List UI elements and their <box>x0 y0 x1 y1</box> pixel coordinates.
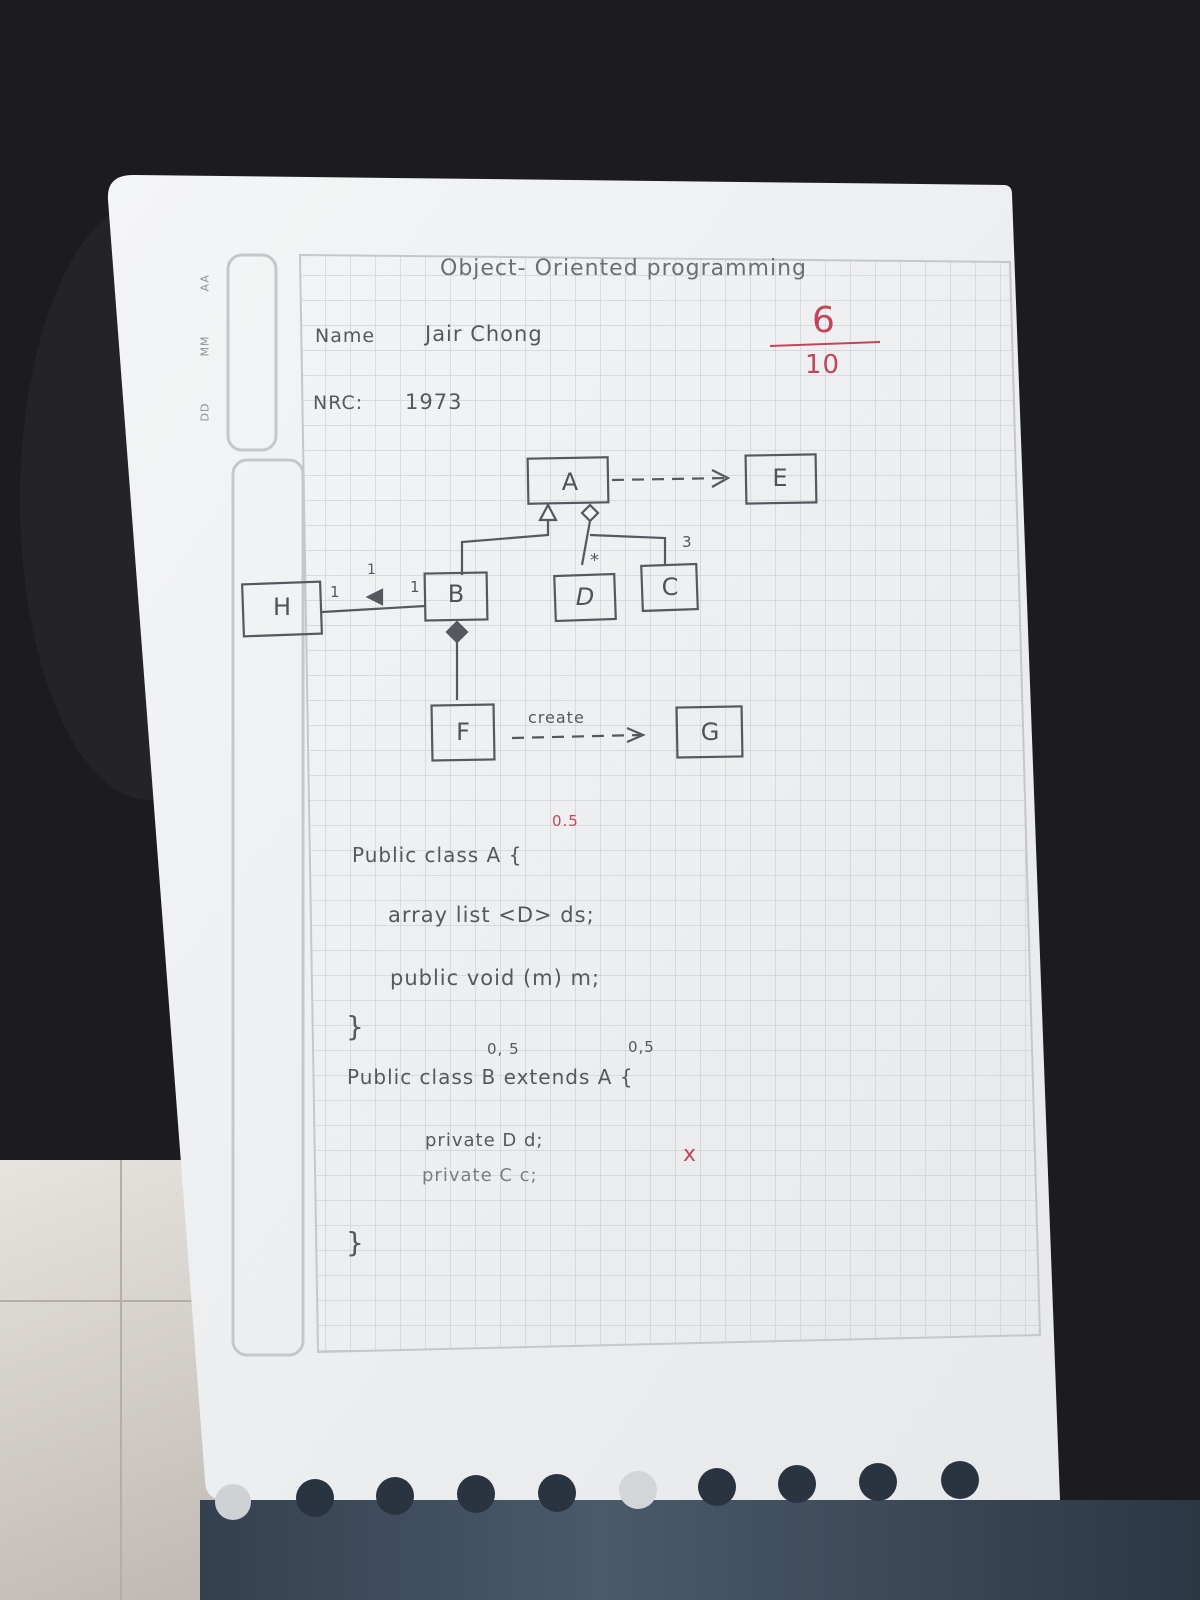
mult-above-arrow: 1 <box>367 562 377 578</box>
mult-h-side: 1 <box>330 583 341 601</box>
label-c: C <box>661 573 679 601</box>
mark-m3: 0,5 <box>628 1038 655 1056</box>
margin-mark-dd: DD <box>198 402 212 422</box>
margin-mark-aa: AA <box>198 274 212 292</box>
mark-m1: 0.5 <box>552 812 579 830</box>
code-line-5: private D d; <box>425 1130 544 1151</box>
grade-score: 6 <box>812 300 836 341</box>
code-line-4: Public class B extends A { <box>347 1065 634 1089</box>
name-value: Jair Chong <box>425 322 543 346</box>
grade-total: 10 <box>805 350 841 380</box>
label-b: B <box>447 580 465 608</box>
stereotype-create: create <box>528 708 585 727</box>
course-title: Object- Oriented programming <box>440 256 808 281</box>
mult-c-count: 3 <box>682 533 693 551</box>
label-e: E <box>772 464 788 492</box>
label-g: G <box>700 718 720 746</box>
name-label: Name <box>315 325 376 347</box>
code-line-6: private C c; <box>422 1165 538 1186</box>
nrc-label: NRC: <box>313 392 364 414</box>
code-line-2: array list <D> ds; <box>388 903 595 927</box>
label-f: F <box>456 718 470 746</box>
label-d: D <box>575 583 595 611</box>
code-close-2: } <box>346 1226 365 1259</box>
nrc-value: 1973 <box>405 390 463 414</box>
code-line-1: Public class A { <box>352 843 523 867</box>
margin-mark-mm: MM <box>198 335 212 357</box>
code-line-3: public void (m) m; <box>390 966 601 990</box>
mult-b-side: 1 <box>410 578 421 596</box>
mark-m2: 0, 5 <box>487 1040 520 1058</box>
mult-d-star: * <box>590 550 600 571</box>
label-h: H <box>272 593 292 621</box>
mark-cross: x <box>683 1142 698 1167</box>
label-a: A <box>561 468 579 496</box>
code-close-1: } <box>346 1010 365 1043</box>
grid-area <box>300 255 1040 1352</box>
